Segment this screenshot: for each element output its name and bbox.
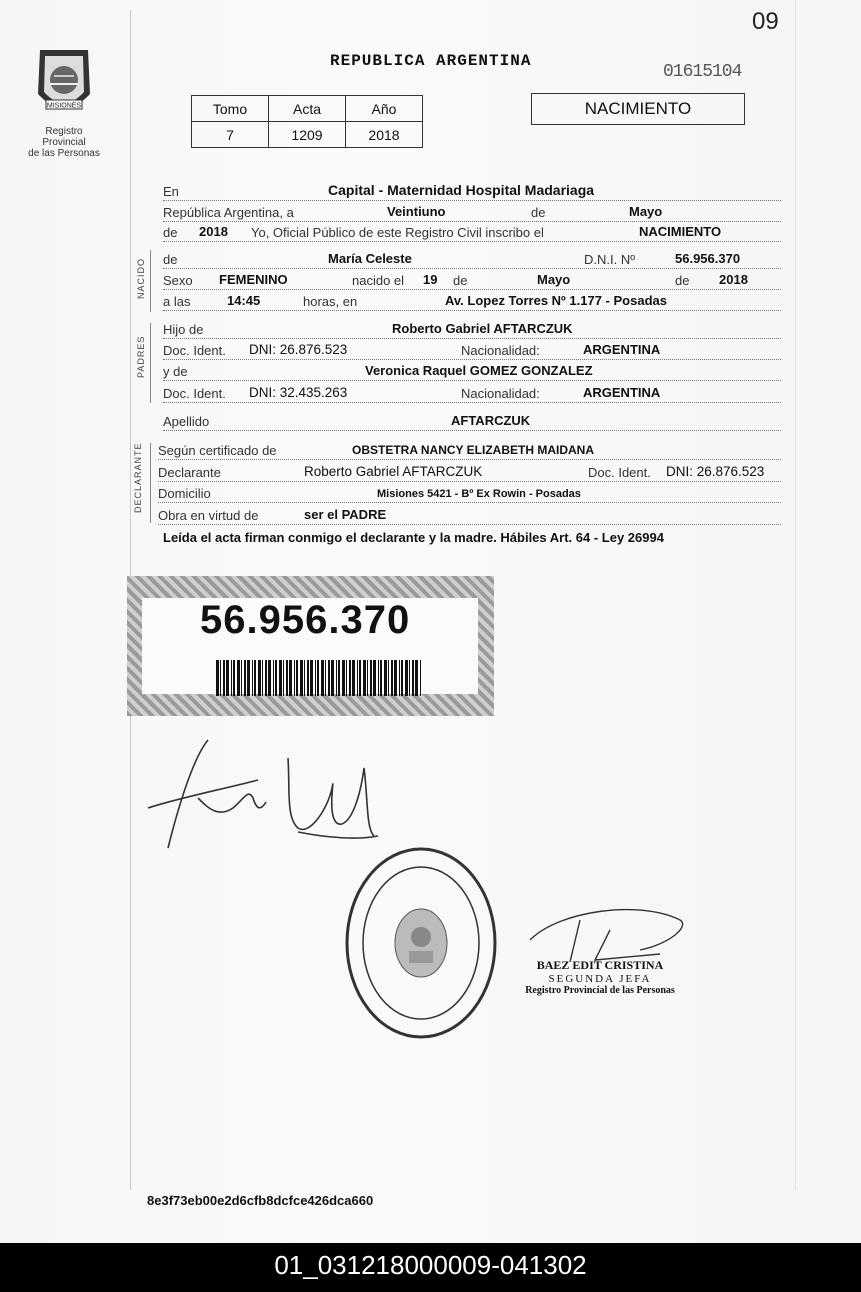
barcode-bar bbox=[367, 660, 368, 696]
birth-year: 2018 bbox=[719, 272, 748, 287]
register-header-tomo: Tomo bbox=[192, 96, 269, 122]
barcode-bar bbox=[325, 660, 326, 696]
barcode-bar bbox=[331, 660, 334, 696]
emblem-text: MISIONES bbox=[46, 102, 82, 110]
logo-caption-line1: Registro Provincial bbox=[42, 126, 86, 148]
row-sex-birth bbox=[163, 269, 781, 290]
mother-dni: DNI: 32.435.263 bbox=[249, 385, 348, 400]
child-name: María Celeste bbox=[328, 251, 412, 266]
barcode-bar bbox=[415, 660, 418, 696]
register-value-anio: 2018 bbox=[346, 122, 423, 148]
official-stamp bbox=[505, 958, 695, 996]
act-type-box: NACIMIENTO bbox=[531, 93, 745, 125]
obra-value: ser el PADRE bbox=[304, 507, 387, 522]
barcode-icon bbox=[216, 660, 426, 696]
official-name: BAEZ EDIT CRISTINA bbox=[536, 958, 664, 972]
declarante-dni: DNI: 26.876.523 bbox=[666, 464, 765, 479]
row-name bbox=[163, 248, 781, 269]
dni-label: D.N.I. Nº bbox=[584, 252, 635, 267]
birth-day: 19 bbox=[423, 272, 438, 287]
barcode-bar bbox=[268, 660, 271, 696]
barcode-bar bbox=[399, 660, 400, 696]
cert-label: Según certificado de bbox=[158, 443, 277, 458]
declarante-label: Declarante bbox=[158, 465, 221, 480]
en-label: En bbox=[163, 184, 179, 199]
row-place bbox=[163, 180, 781, 201]
month-value: Mayo bbox=[629, 204, 663, 219]
row-certificate bbox=[158, 439, 781, 460]
register-table bbox=[191, 95, 423, 148]
side-label-padres: PADRES bbox=[136, 335, 146, 378]
barcode-bar bbox=[391, 660, 393, 696]
row-domicilio bbox=[158, 482, 781, 503]
barcode-bar bbox=[294, 660, 295, 696]
horas-label: horas, en bbox=[303, 294, 358, 309]
barcode-bar bbox=[328, 660, 330, 696]
sexo-label: Sexo bbox=[163, 273, 193, 288]
barcode-bar bbox=[307, 660, 309, 696]
apellido-label: Apellido bbox=[163, 414, 210, 429]
day-value: Veintiuno bbox=[387, 204, 446, 219]
barcode-bar bbox=[247, 660, 250, 696]
barcode-bar bbox=[286, 660, 288, 696]
barcode-bar bbox=[262, 660, 263, 696]
barcode-bar bbox=[405, 660, 408, 696]
row-mother bbox=[163, 360, 781, 381]
sticker-dni-number: 56.956.370 bbox=[200, 598, 411, 642]
de2-label: de bbox=[163, 225, 178, 240]
barcode-bar bbox=[346, 660, 347, 696]
barcode-bar bbox=[300, 660, 303, 696]
mother-nationality: ARGENTINA bbox=[583, 385, 661, 400]
barcode-bar bbox=[420, 660, 421, 696]
barcode-bar bbox=[244, 660, 246, 696]
document-title: REPUBLICA ARGENTINA bbox=[330, 52, 532, 70]
father-nationality: ARGENTINA bbox=[583, 342, 661, 357]
barcode-bar bbox=[378, 660, 379, 696]
birth-place: Av. Lopez Torres Nº 1.177 - Posadas bbox=[445, 293, 667, 308]
certificate-value: OBSTETRA NANCY ELIZABETH MAIDANA bbox=[352, 443, 594, 457]
registry-logo bbox=[26, 44, 102, 159]
barcode-bar bbox=[289, 660, 292, 696]
province-emblem-icon bbox=[32, 44, 96, 124]
de-label: de bbox=[531, 205, 546, 220]
surname-value: AFTARCZUK bbox=[451, 413, 531, 428]
row-declarante bbox=[158, 461, 781, 482]
nacionalidad-label: Nacionalidad: bbox=[461, 343, 540, 358]
barcode-bar bbox=[216, 660, 219, 696]
republic-label: República Argentina, a bbox=[163, 205, 294, 220]
barcode-bar bbox=[388, 660, 389, 696]
barcode-bar bbox=[258, 660, 261, 696]
inscribo-value: NACIMIENTO bbox=[639, 224, 722, 239]
barcode-bar bbox=[342, 660, 345, 696]
register-value-tomo: 7 bbox=[192, 122, 269, 148]
declarante-bracket bbox=[150, 443, 151, 523]
father-name: Roberto Gabriel AFTARCZUK bbox=[392, 321, 573, 336]
barcode-bar bbox=[380, 660, 382, 696]
birth-month: Mayo bbox=[537, 272, 571, 287]
register-header-anio: Año bbox=[346, 96, 423, 122]
page-number: 09 bbox=[752, 8, 779, 35]
hijo-label: Hijo de bbox=[163, 322, 204, 337]
side-label-declarante: DECLARANTE bbox=[133, 442, 143, 513]
barcode-bar bbox=[321, 660, 324, 696]
domicilio-value: Misiones 5421 - Bº Ex Rowin - Posadas bbox=[377, 488, 581, 500]
barcode-bar bbox=[352, 660, 355, 696]
barcode-bar bbox=[357, 660, 358, 696]
logo-caption-line2: de las Personas bbox=[28, 148, 100, 159]
barcode-bar bbox=[401, 660, 403, 696]
page-edge bbox=[795, 0, 796, 1190]
barcode-bar bbox=[265, 660, 267, 696]
obra-label: Obra en virtud de bbox=[158, 508, 259, 523]
child-dni: 56.956.370 bbox=[675, 251, 741, 266]
doc3-label: Doc. Ident. bbox=[588, 465, 651, 480]
barcode-bar bbox=[231, 660, 232, 696]
barcode-bar bbox=[373, 660, 376, 696]
barcode-bar bbox=[310, 660, 313, 696]
official-office: Registro Provincial de las Personas bbox=[525, 985, 675, 996]
document-hash: 8e3f73eb00e2d6cfb8dcfce426dca660 bbox=[147, 1193, 374, 1208]
barcode-bar bbox=[384, 660, 387, 696]
side-label-nacido: NACIDO bbox=[136, 257, 146, 299]
barcode-bar bbox=[363, 660, 366, 696]
row-mother-doc bbox=[163, 382, 781, 403]
barcode-bar bbox=[370, 660, 372, 696]
mother-name: Veronica Raquel GOMEZ GONZALEZ bbox=[365, 363, 593, 378]
barcode-bar bbox=[283, 660, 284, 696]
official-title: SEGUNDA JEFA bbox=[548, 973, 652, 985]
de4-label: de bbox=[453, 273, 468, 288]
alas-label: a las bbox=[163, 294, 191, 309]
birth-time: 14:45 bbox=[227, 293, 261, 308]
barcode-bar bbox=[359, 660, 361, 696]
year-value: 2018 bbox=[199, 224, 228, 239]
closing-statement: Leída el acta firman conmigo el declarante y la madre. Hábiles Art. 64 - Ley 26994 bbox=[163, 530, 664, 545]
barcode-bar bbox=[315, 660, 316, 696]
nacido-bracket bbox=[150, 250, 151, 312]
nacionalidad2-label: Nacionalidad: bbox=[461, 386, 540, 401]
official-statement: Yo, Oficial Público de este Registro Civil inscribo el bbox=[251, 225, 544, 240]
barcode-bar bbox=[338, 660, 340, 696]
barcode-bar bbox=[412, 660, 414, 696]
register-value-acta: 1209 bbox=[269, 122, 346, 148]
row-year bbox=[163, 221, 781, 242]
register-header-acta: Acta bbox=[269, 96, 346, 122]
barcode-bar bbox=[279, 660, 282, 696]
doc-label: Doc. Ident. bbox=[163, 343, 226, 358]
barcode-bar bbox=[254, 660, 256, 696]
row-father-doc bbox=[163, 339, 781, 360]
barcode-bar bbox=[317, 660, 319, 696]
yde-label: y de bbox=[163, 364, 188, 379]
serial-number: 01615104 bbox=[663, 62, 742, 82]
row-father bbox=[163, 318, 781, 339]
barcode-bar bbox=[336, 660, 337, 696]
barcode-bar bbox=[304, 660, 305, 696]
barcode-bar bbox=[220, 660, 221, 696]
row-time-place bbox=[163, 290, 781, 311]
padres-bracket bbox=[150, 323, 151, 403]
barcode-bar bbox=[394, 660, 397, 696]
sex-value: FEMENINO bbox=[219, 272, 288, 287]
barcode-bar bbox=[233, 660, 235, 696]
de3-label: de bbox=[163, 252, 178, 267]
barcode-bar bbox=[252, 660, 253, 696]
row-surname bbox=[163, 410, 781, 431]
barcode-bar bbox=[409, 660, 410, 696]
barcode-bar bbox=[296, 660, 298, 696]
row-date bbox=[163, 201, 781, 222]
father-dni: DNI: 26.876.523 bbox=[249, 342, 348, 357]
dni-sticker bbox=[127, 576, 494, 716]
barcode-bar bbox=[275, 660, 277, 696]
barcode-bar bbox=[223, 660, 225, 696]
barcode-bar bbox=[237, 660, 240, 696]
row-obra bbox=[158, 504, 781, 525]
nacido-label: nacido el bbox=[352, 273, 405, 288]
place-of-act: Capital - Maternidad Hospital Madariaga bbox=[328, 182, 595, 198]
domicilio-label: Domicilio bbox=[158, 486, 211, 501]
footer-code: 01_031218000009-041302 bbox=[0, 1243, 861, 1292]
barcode-bar bbox=[226, 660, 229, 696]
declarante-name: Roberto Gabriel AFTARCZUK bbox=[304, 464, 483, 479]
barcode-bar bbox=[273, 660, 274, 696]
de5-label: de bbox=[675, 273, 690, 288]
official-seal-icon bbox=[343, 845, 499, 1041]
barcode-bar bbox=[349, 660, 351, 696]
doc2-label: Doc. Ident. bbox=[163, 386, 226, 401]
barcode-bar bbox=[241, 660, 242, 696]
